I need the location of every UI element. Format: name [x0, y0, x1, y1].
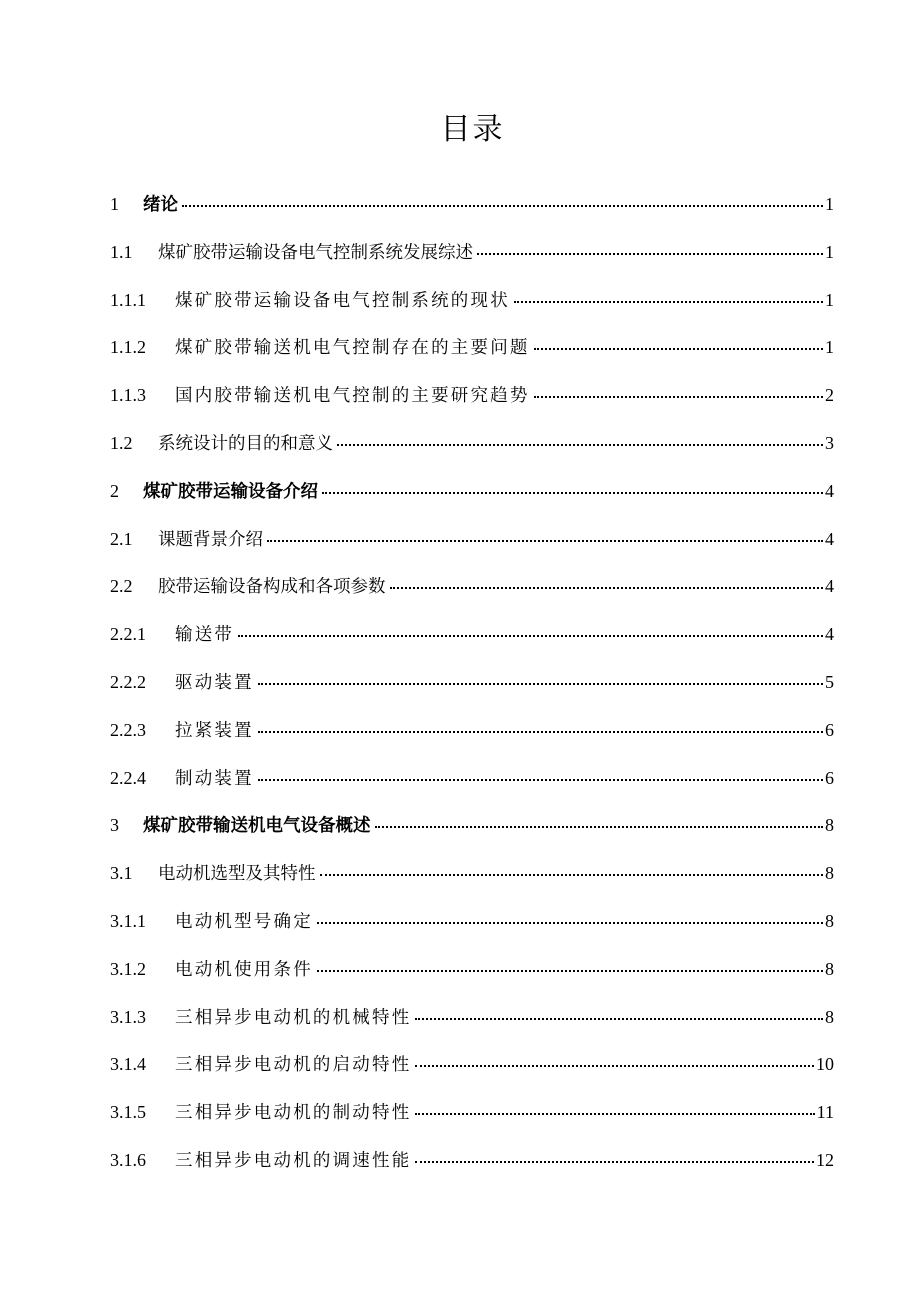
- toc-entry-number: 3.1.6: [110, 1149, 146, 1170]
- dot-leader: [317, 922, 823, 924]
- toc-entry-page-number: 5: [825, 671, 834, 692]
- table-of-contents: [110, 192, 834, 1196]
- toc-entry-number: 1.2: [110, 432, 133, 453]
- toc-entry[interactable]: [110, 192, 834, 240]
- toc-entry[interactable]: [110, 288, 834, 336]
- toc-entry-number: 3.1.5: [110, 1102, 146, 1123]
- toc-entry-number: 3.1.4: [110, 1054, 146, 1075]
- toc-entry-number: 1.1: [110, 241, 133, 262]
- toc-entry-title: 煤矿胶带输送机电气设备概述: [143, 816, 371, 837]
- toc-entry-title: 煤矿胶带运输设备电气控制系统发展综述: [158, 242, 473, 263]
- toc-entry-number: 2.1: [110, 528, 133, 549]
- dot-leader: [477, 253, 823, 255]
- toc-entry-page-number: 1: [825, 241, 834, 262]
- toc-entry-title: 胶带运输设备构成和各项参数: [158, 577, 386, 598]
- toc-entry-page-number: 11: [816, 1102, 834, 1123]
- dot-leader: [514, 301, 823, 303]
- toc-entry-title: 三相异步电动机的机械特性: [175, 1007, 412, 1028]
- toc-entry-page-number: 1: [825, 289, 834, 310]
- dot-leader: [182, 205, 823, 207]
- toc-entry-title: 拉紧装置: [175, 720, 254, 741]
- dot-leader: [415, 1113, 814, 1115]
- toc-entry-page-number: 3: [825, 432, 834, 453]
- toc-entry[interactable]: [110, 574, 834, 622]
- toc-entry-page-number: 1: [825, 194, 834, 214]
- toc-entry[interactable]: [110, 766, 834, 814]
- toc-entry-number: 2.2.1: [110, 624, 146, 645]
- toc-entry-title: 系统设计的目的和意义: [158, 433, 333, 454]
- toc-entry[interactable]: [110, 335, 834, 383]
- toc-entry-title: 煤矿胶带运输设备介绍: [143, 481, 318, 502]
- toc-entry[interactable]: [110, 861, 834, 909]
- toc-entry[interactable]: [110, 431, 834, 479]
- toc-entry[interactable]: [110, 718, 834, 766]
- toc-entry[interactable]: [110, 670, 834, 718]
- toc-entry-number: 1: [110, 194, 119, 214]
- toc-entry-title: 电动机使用条件: [175, 959, 313, 980]
- toc-entry-number: 1.1.2: [110, 337, 146, 358]
- toc-entry[interactable]: [110, 527, 834, 575]
- toc-entry-title: 煤矿胶带运输设备电气控制系统的现状: [175, 290, 510, 311]
- toc-entry-page-number: 8: [825, 863, 834, 884]
- toc-entry[interactable]: [110, 957, 834, 1005]
- toc-entry-title: 绪论: [143, 195, 178, 215]
- toc-entry[interactable]: [110, 813, 834, 861]
- dot-leader: [258, 683, 823, 685]
- toc-entry[interactable]: [110, 909, 834, 957]
- dot-leader: [375, 826, 824, 828]
- toc-entry-title: 三相异步电动机的启动特性: [175, 1055, 412, 1076]
- dot-leader: [415, 1065, 814, 1067]
- toc-title: 目录: [440, 112, 505, 147]
- toc-entry-page-number: 4: [825, 624, 834, 645]
- toc-entry[interactable]: [110, 622, 834, 670]
- toc-entry[interactable]: [110, 1052, 834, 1100]
- dot-leader: [534, 396, 823, 398]
- toc-entry[interactable]: [110, 383, 834, 431]
- toc-entry[interactable]: [110, 240, 834, 288]
- toc-entry[interactable]: [110, 479, 834, 527]
- toc-entry-number: 3.1: [110, 863, 133, 884]
- toc-entry-page-number: 10: [816, 1054, 834, 1075]
- toc-entry-number: 2.2.4: [110, 767, 146, 788]
- toc-entry-number: 3.1.2: [110, 958, 146, 979]
- toc-entry-title: 电动机选型及其特性: [158, 864, 316, 885]
- toc-entry-page-number: 8: [825, 958, 834, 979]
- dot-leader: [238, 635, 823, 637]
- toc-entry-page-number: 4: [825, 528, 834, 549]
- toc-entry-number: 3.1.1: [110, 910, 146, 931]
- toc-entry[interactable]: [110, 1005, 834, 1053]
- dot-leader: [534, 348, 823, 350]
- toc-entry-title: 课题背景介绍: [158, 529, 263, 550]
- toc-entry-number: 2.2.3: [110, 719, 146, 740]
- toc-entry-title: 电动机型号确定: [175, 911, 313, 932]
- toc-entry-title: 三相异步电动机的调速性能: [175, 1150, 412, 1171]
- toc-entry-page-number: 6: [825, 719, 834, 740]
- toc-entry-title: 国内胶带输送机电气控制的主要研究趋势: [175, 386, 530, 407]
- toc-entry-number: 1.1.3: [110, 385, 146, 406]
- dot-leader: [267, 540, 823, 542]
- toc-entry-number: 3: [110, 815, 119, 836]
- dot-leader: [415, 1018, 823, 1020]
- toc-entry-number: 3.1.3: [110, 1006, 146, 1027]
- toc-entry-title: 输送带: [175, 625, 235, 646]
- dot-leader: [415, 1161, 814, 1163]
- toc-entry-title: 三相异步电动机的制动特性: [175, 1103, 412, 1124]
- toc-entry-number: 2.2.2: [110, 671, 146, 692]
- dot-leader: [317, 970, 823, 972]
- toc-entry[interactable]: [110, 1148, 834, 1196]
- toc-entry-number: 2: [110, 480, 119, 501]
- toc-entry[interactable]: [110, 1100, 834, 1148]
- toc-entry-page-number: 8: [825, 1006, 834, 1027]
- toc-entry-title: 煤矿胶带输送机电气控制存在的主要问题: [175, 338, 530, 359]
- dot-leader: [390, 587, 824, 589]
- toc-entry-page-number: 4: [825, 480, 834, 501]
- toc-entry-page-number: 4: [825, 576, 834, 597]
- dot-leader: [320, 874, 824, 876]
- toc-entry-number: 1.1.1: [110, 289, 146, 310]
- dot-leader: [337, 444, 823, 446]
- toc-entry-title: 驱动装置: [175, 672, 254, 693]
- dot-leader: [322, 492, 823, 494]
- toc-entry-page-number: 6: [825, 767, 834, 788]
- toc-entry-title: 制动装置: [175, 768, 254, 789]
- toc-entry-page-number: 8: [825, 910, 834, 931]
- toc-entry-page-number: 8: [825, 815, 834, 836]
- toc-entry-page-number: 2: [825, 385, 834, 406]
- toc-entry-page-number: 12: [816, 1149, 834, 1170]
- toc-entry-number: 2.2: [110, 576, 133, 597]
- toc-entry-page-number: 1: [825, 337, 834, 358]
- dot-leader: [258, 779, 823, 781]
- dot-leader: [258, 731, 823, 733]
